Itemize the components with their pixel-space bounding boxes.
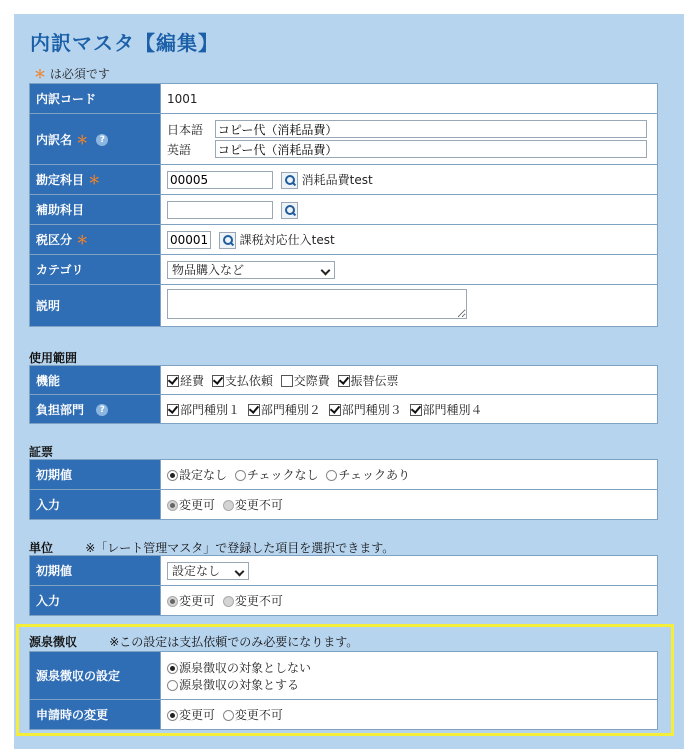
account-input[interactable] [167, 171, 273, 189]
subaccount-label: 補助科目 [30, 195, 161, 225]
option-label: 源泉徴収の対象としない [179, 660, 312, 675]
voucher-initial-option[interactable] [235, 468, 319, 482]
voucher-input-option[interactable] [167, 498, 215, 512]
unit-initial-selected: 設定なし [172, 563, 221, 578]
unit-input-cell [161, 586, 658, 616]
subaccount-search-icon[interactable] [281, 202, 298, 219]
department-option-label: 部門種別４ [422, 402, 483, 417]
unit-section-title [29, 539, 394, 556]
required-star: ＊ [34, 67, 47, 81]
name-ja-label: 日本語 [167, 122, 204, 137]
withholding-change-label: 申請時の変更 [30, 700, 161, 730]
tax-result: 課税対応仕入test [239, 232, 335, 247]
department-label-text: 負担部門 [36, 402, 85, 417]
department-cell [161, 395, 658, 424]
subaccount-cell [161, 195, 658, 225]
checkbox-icon[interactable] [281, 375, 293, 387]
withholding-section-title [29, 633, 358, 650]
withholding-setting-cell [161, 652, 658, 700]
option-label: 変更可 [179, 498, 216, 512]
description-textarea[interactable] [167, 289, 467, 319]
department-option-1[interactable] [167, 403, 240, 417]
radio-icon[interactable] [326, 470, 337, 481]
checkbox-icon[interactable] [167, 375, 179, 387]
tax-input[interactable] [167, 231, 211, 249]
tax-cell [161, 225, 658, 255]
function-option-label: 経費 [180, 373, 205, 388]
option-label: 変更不可 [234, 594, 283, 608]
function-option-payment[interactable] [212, 374, 273, 388]
usage-table [29, 365, 658, 424]
help-icon[interactable]: ? [96, 404, 108, 416]
option-label: 変更可 [179, 594, 216, 608]
account-cell [161, 165, 658, 195]
unit-initial-select[interactable] [167, 562, 249, 580]
checkbox-icon[interactable] [167, 404, 179, 416]
option-label: 変更不可 [234, 708, 283, 722]
name-ja-input[interactable] [215, 120, 647, 138]
account-label-text: 勘定科目 [36, 173, 85, 187]
checkbox-icon[interactable] [248, 404, 260, 416]
function-option-label: 支払依頼 [224, 373, 273, 388]
account-required-star: ＊ [88, 173, 101, 187]
withholding-setting-option[interactable] [167, 659, 651, 676]
category-selected: 物品購入など [172, 262, 245, 277]
radio-icon[interactable] [167, 500, 178, 511]
function-option-label: 交際費 [293, 373, 330, 388]
description-label: 説明 [30, 285, 161, 327]
option-label: チェックなし [246, 468, 319, 482]
required-note [34, 65, 110, 82]
withholding-section-note: ※この設定は支払依頼でのみ必要になります。 [109, 635, 359, 649]
unit-table [29, 555, 658, 616]
withholding-change-cell [161, 700, 658, 730]
voucher-table [29, 459, 658, 520]
unit-section-title-text: 単位 [29, 541, 54, 555]
withholding-change-option[interactable] [167, 708, 215, 722]
option-label: 変更可 [179, 708, 216, 722]
usage-section-title: 使用範囲 [29, 351, 78, 365]
name-cell [161, 114, 658, 165]
option-label: 設定なし [179, 468, 228, 482]
function-cell [161, 366, 658, 395]
option-label: チェックあり [338, 468, 410, 482]
tax-label [30, 225, 161, 255]
radio-icon[interactable] [223, 596, 234, 607]
name-en-label: 英語 [167, 142, 192, 157]
function-label: 機能 [30, 366, 161, 395]
name-label-text: 内訳名 [36, 132, 73, 147]
account-label [30, 165, 161, 195]
voucher-initial-option[interactable] [167, 468, 227, 482]
tax-required-star: ＊ [76, 233, 89, 247]
name-required-star: ＊ [76, 132, 89, 147]
department-option-label: 部門種別３ [341, 402, 402, 417]
withholding-change-option[interactable] [223, 708, 283, 722]
option-label: 変更不可 [234, 498, 283, 512]
department-option-4[interactable] [410, 403, 483, 417]
department-label [30, 395, 161, 424]
department-option-2[interactable] [248, 403, 321, 417]
radio-icon[interactable] [167, 680, 178, 691]
required-note-text: は必須です [49, 67, 110, 81]
code-value: 1001 [161, 84, 658, 114]
subaccount-input[interactable] [167, 201, 273, 219]
withholding-section-title-text: 源泉徴収 [29, 635, 78, 649]
unit-initial-cell [161, 556, 658, 586]
voucher-initial-option[interactable] [326, 468, 410, 482]
radio-icon[interactable] [167, 663, 178, 674]
function-option-expense[interactable] [167, 374, 204, 388]
chevron-down-icon [235, 566, 245, 576]
main-form-table [29, 83, 658, 327]
checkbox-icon[interactable] [338, 375, 350, 387]
unit-input-option[interactable] [167, 594, 215, 608]
name-label [30, 114, 161, 165]
category-label: カテゴリ [30, 255, 161, 285]
unit-input-label: 入力 [30, 586, 161, 616]
voucher-section-title: 証票 [29, 445, 54, 459]
withholding-setting-option[interactable] [167, 676, 651, 693]
function-option-label: 振替伝票 [350, 373, 399, 388]
function-option-entertainment[interactable] [281, 374, 330, 388]
department-option-label: 部門種別１ [180, 402, 241, 417]
unit-input-option[interactable] [223, 594, 283, 608]
radio-icon[interactable] [223, 500, 234, 511]
checkbox-icon[interactable] [212, 375, 224, 387]
withholding-table [29, 651, 658, 730]
department-option-3[interactable] [329, 403, 402, 417]
radio-icon[interactable] [167, 596, 178, 607]
tax-search-icon[interactable] [219, 232, 236, 249]
help-icon[interactable]: ? [96, 134, 108, 146]
radio-icon[interactable] [235, 470, 246, 481]
voucher-initial-label: 初期値 [30, 460, 161, 490]
account-search-icon[interactable] [281, 172, 298, 189]
category-select[interactable] [167, 261, 335, 279]
name-en-input[interactable] [215, 140, 647, 158]
category-cell [161, 255, 658, 285]
unit-initial-label: 初期値 [30, 556, 161, 586]
tax-label-text: 税区分 [36, 233, 73, 247]
description-cell [161, 285, 658, 327]
voucher-input-option[interactable] [223, 498, 283, 512]
radio-icon[interactable] [167, 470, 178, 481]
function-option-transfer[interactable] [338, 374, 399, 388]
checkbox-icon[interactable] [410, 404, 422, 416]
withholding-setting-label: 源泉徴収の設定 [30, 652, 161, 700]
department-option-label: 部門種別２ [260, 402, 321, 417]
code-label: 内訳コード [30, 84, 161, 114]
account-result: 消耗品費test [301, 172, 373, 187]
page-title: 内訳マスタ【編集】 [30, 31, 219, 55]
unit-section-note: ※「レート管理マスタ」で登録した項目を選択できます。 [85, 541, 395, 555]
voucher-input-cell [161, 490, 658, 520]
option-label: 源泉徴収の対象とする [179, 677, 300, 692]
radio-icon[interactable] [167, 710, 178, 721]
radio-icon[interactable] [223, 710, 234, 721]
voucher-input-label: 入力 [30, 490, 161, 520]
voucher-initial-cell [161, 460, 658, 490]
checkbox-icon[interactable] [329, 404, 341, 416]
chevron-down-icon [321, 265, 331, 275]
